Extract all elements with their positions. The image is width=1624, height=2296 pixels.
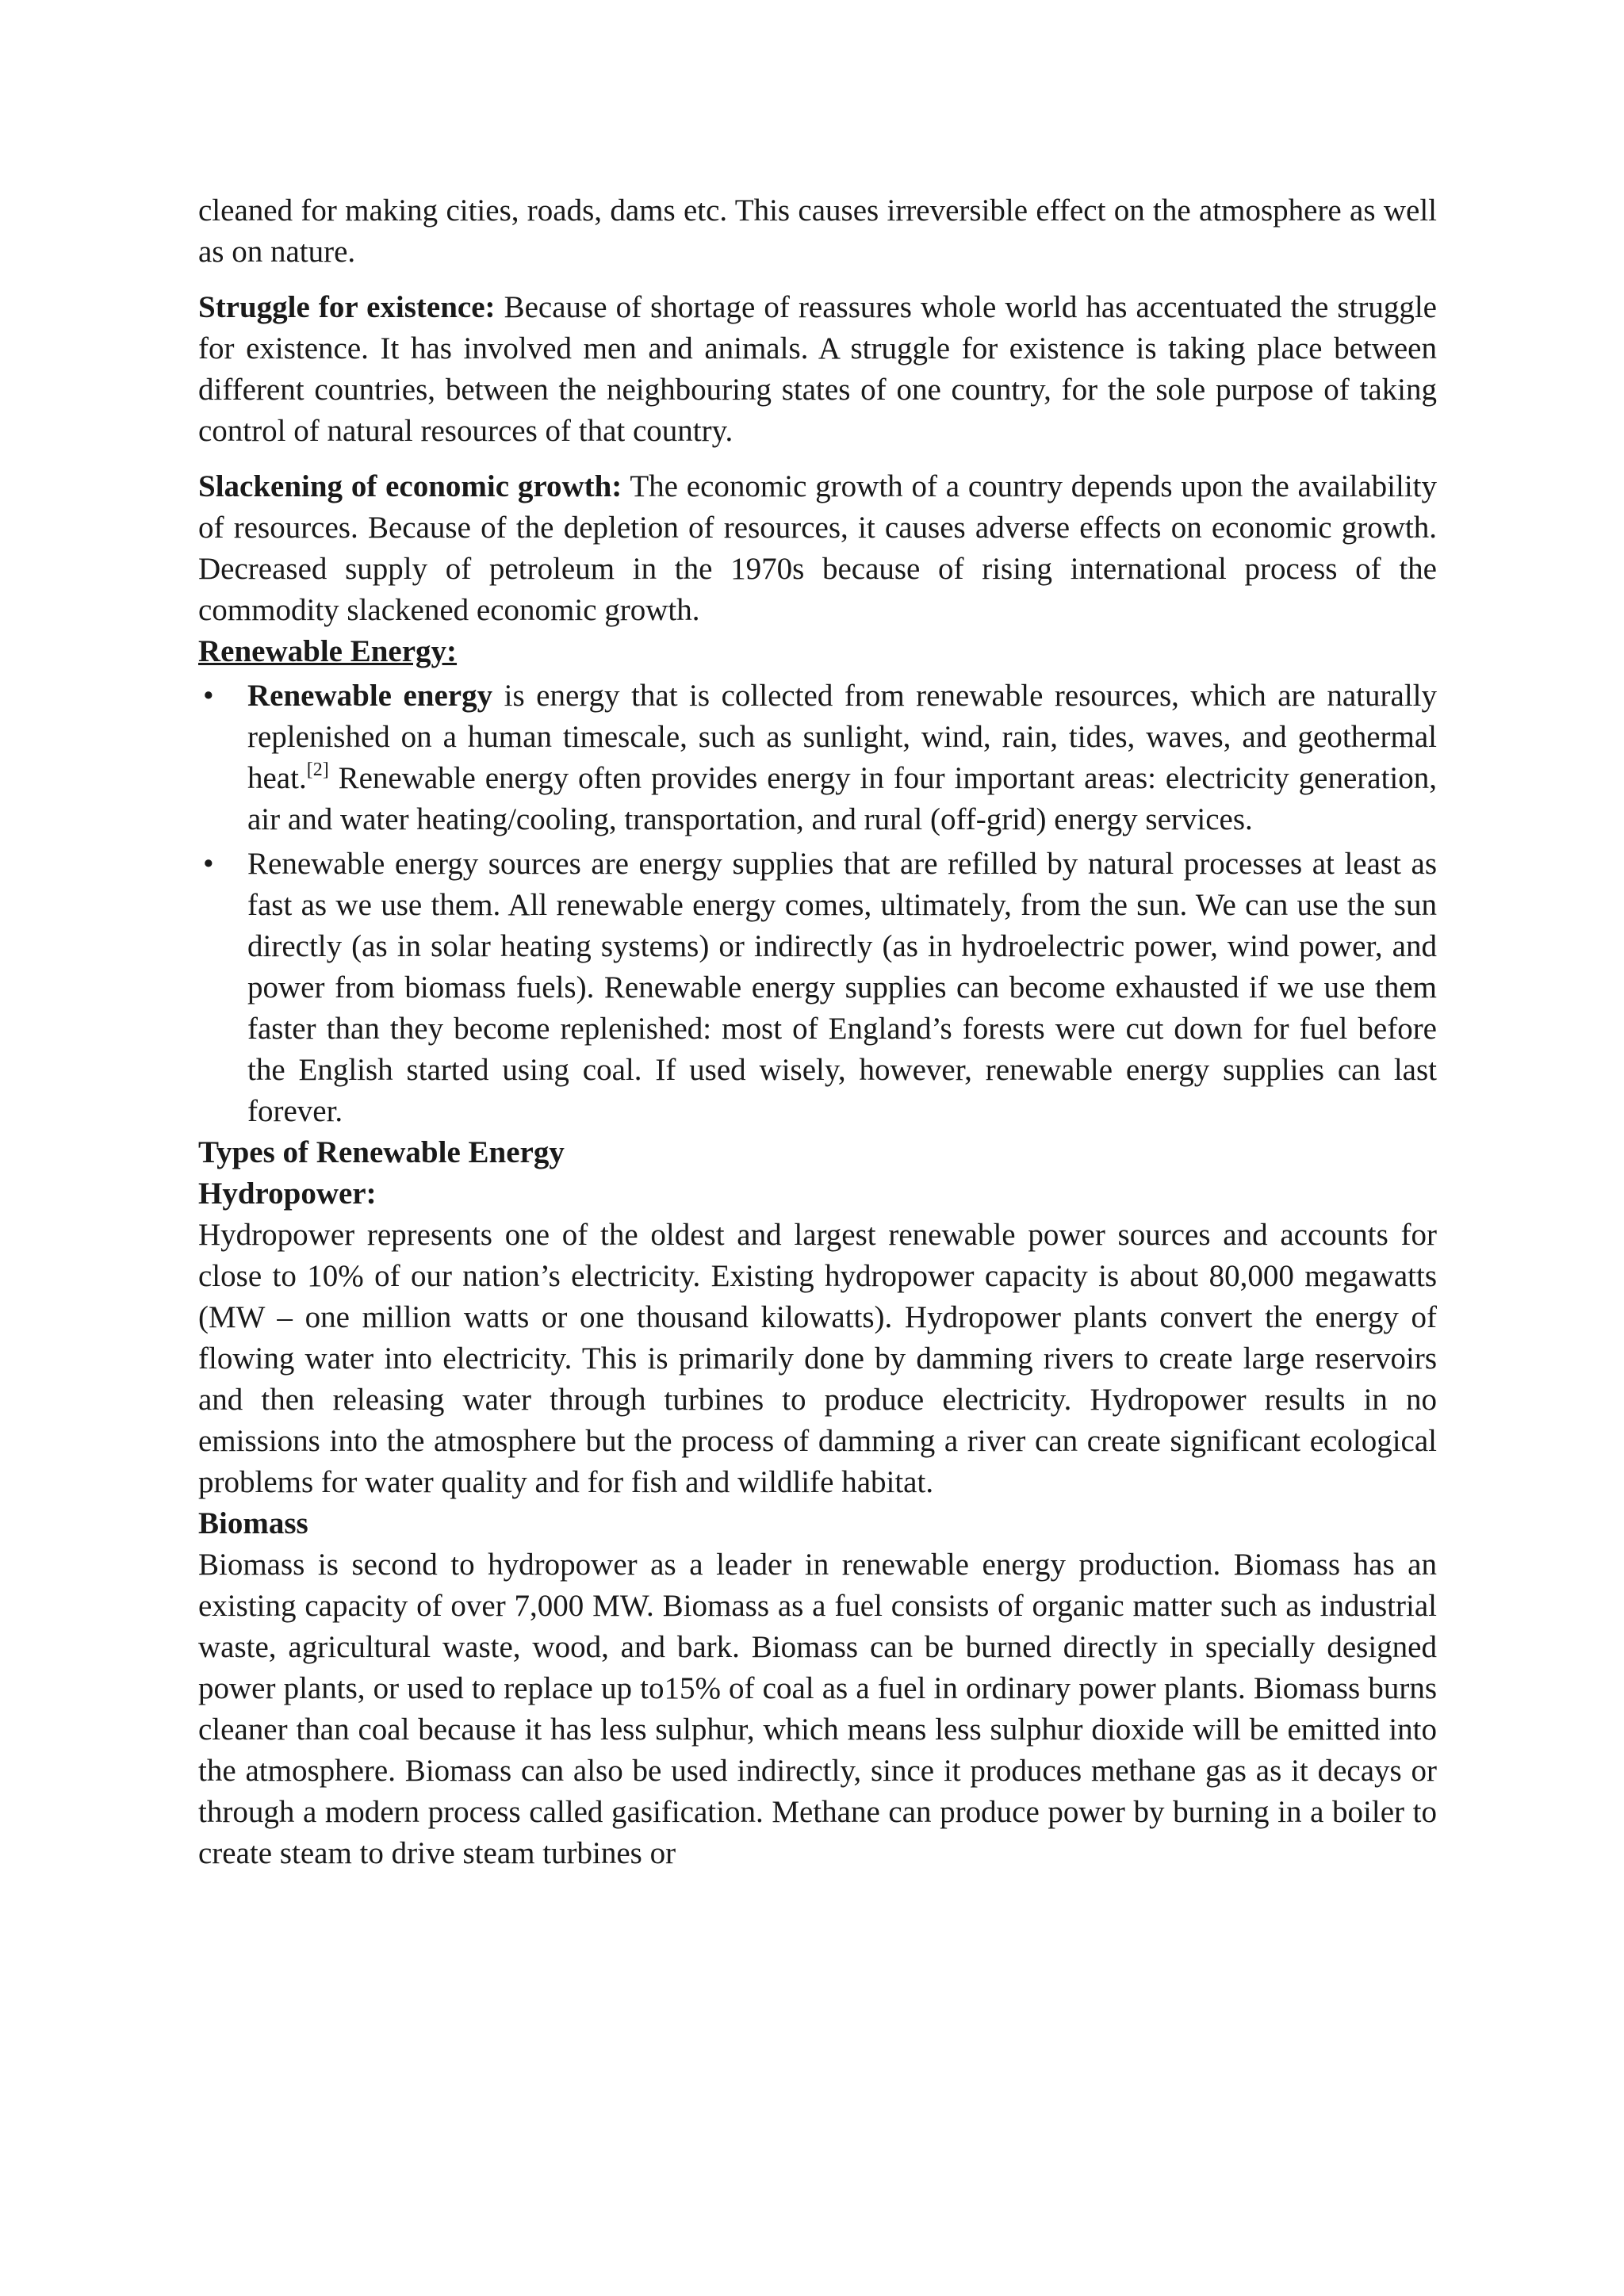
struggle-paragraph (198, 287, 1437, 452)
bullet1-text-b: Renewable energy often provides energy in four important areas: electricity generation, air and water heating/cooling, transportation, and rural (off-grid) energy services. (247, 761, 1437, 836)
list-item (198, 844, 1437, 1132)
struggle-text: Because of shortage of reassures whole world has accentuated the struggle for existence. It has involved men and animals. A struggle for existence is taking place between different countries, between the neighbouring states of one country, for the sole purpose of taking control of natural resources of that country. (198, 290, 1437, 448)
bullet-marker: • (203, 847, 214, 881)
biomass-heading: Biomass (198, 1506, 308, 1540)
biomass-paragraph: Biomass is second to hydropower as a leader in renewable energy production. Biomass has an existing capacity of over 7,000 MW. Biomass as a fuel consists of organic matter such as industrial waste, agricultural waste, wood, and bark. Biomass can be burned directly in specially designed power plants, or used to replace up to15% of coal as a fuel in ordinary power plants. Biomass burns cleaner than coal because it has less sulphur, which means less sulphur dioxide will be emitted into the atmosphere. Biomass can also be used indirectly, since it produces methane gas as it decays or through a modern process called gasification. Methane can produce power by burning in a boiler to create steam to drive steam turbines or (198, 1548, 1437, 1870)
document-page (198, 190, 1437, 1874)
struggle-term: Struggle for existence: (198, 290, 496, 324)
bullet2-text: Renewable energy sources are energy supplies that are refilled by natural processes at least as fast as we use them. All renewable energy comes, ultimately, from the sun. We can use the sun directly (as in solar heating systems) or indirectly (as in hydroelectric power, wind power, and power from biomass fuels). Renewable energy supplies can become exhausted if we use them faster than they become replenished: most of England’s forests were cut down for fuel before the English started using coal. If used wisely, however, renewable energy supplies can last forever. (247, 847, 1437, 1128)
renewable-energy-term: Renewable energy (247, 679, 493, 713)
renewable-energy-heading: Renewable Energy: (198, 634, 458, 668)
list-item (198, 675, 1437, 840)
types-heading: Types of Renewable Energy (198, 1135, 565, 1169)
bullet-marker: • (203, 679, 214, 713)
bullet1-text-a: is energy that is collected from renewable resources, which are naturally replenished on a human timescale, such as sunlight, wind, rain, tides, waves, and geothermal heat. (247, 679, 1437, 795)
slackening-text: The economic growth of a country depends upon the availability of resources. Because of the depletion of resources, it causes adverse effects on economic growth. Decreased supply of petroleum in the 1970s because of rising international process of the commodity slackened economic growth. (198, 469, 1437, 627)
slackening-paragraph (198, 466, 1437, 631)
hydropower-heading: Hydropower: (198, 1177, 377, 1211)
renewable-bullet-list (198, 675, 1437, 1132)
slackening-term: Slackening of economic growth: (198, 469, 622, 503)
citation-ref: [2] (306, 760, 329, 780)
hydropower-paragraph: Hydropower represents one of the oldest and largest renewable power sources and accounts for close to 10% of our nation’s electricity. Existing hydropower capacity is about 80,000 megawatts (MW – one million watts or one thousand kilowatts). Hydropower plants convert the energy of flowing water into electricity. This is primarily done by damming rivers to create large reservoirs and then releasing water through turbines to produce electricity. Hydropower results in no emissions into the atmosphere but the process of damming a river can create significant ecological problems for water quality and for fish and wildlife habitat. (198, 1218, 1437, 1499)
intro-paragraph: cleaned for making cities, roads, dams etc. This causes irreversible effect on the atmosphere as well as on nature. (198, 193, 1437, 269)
